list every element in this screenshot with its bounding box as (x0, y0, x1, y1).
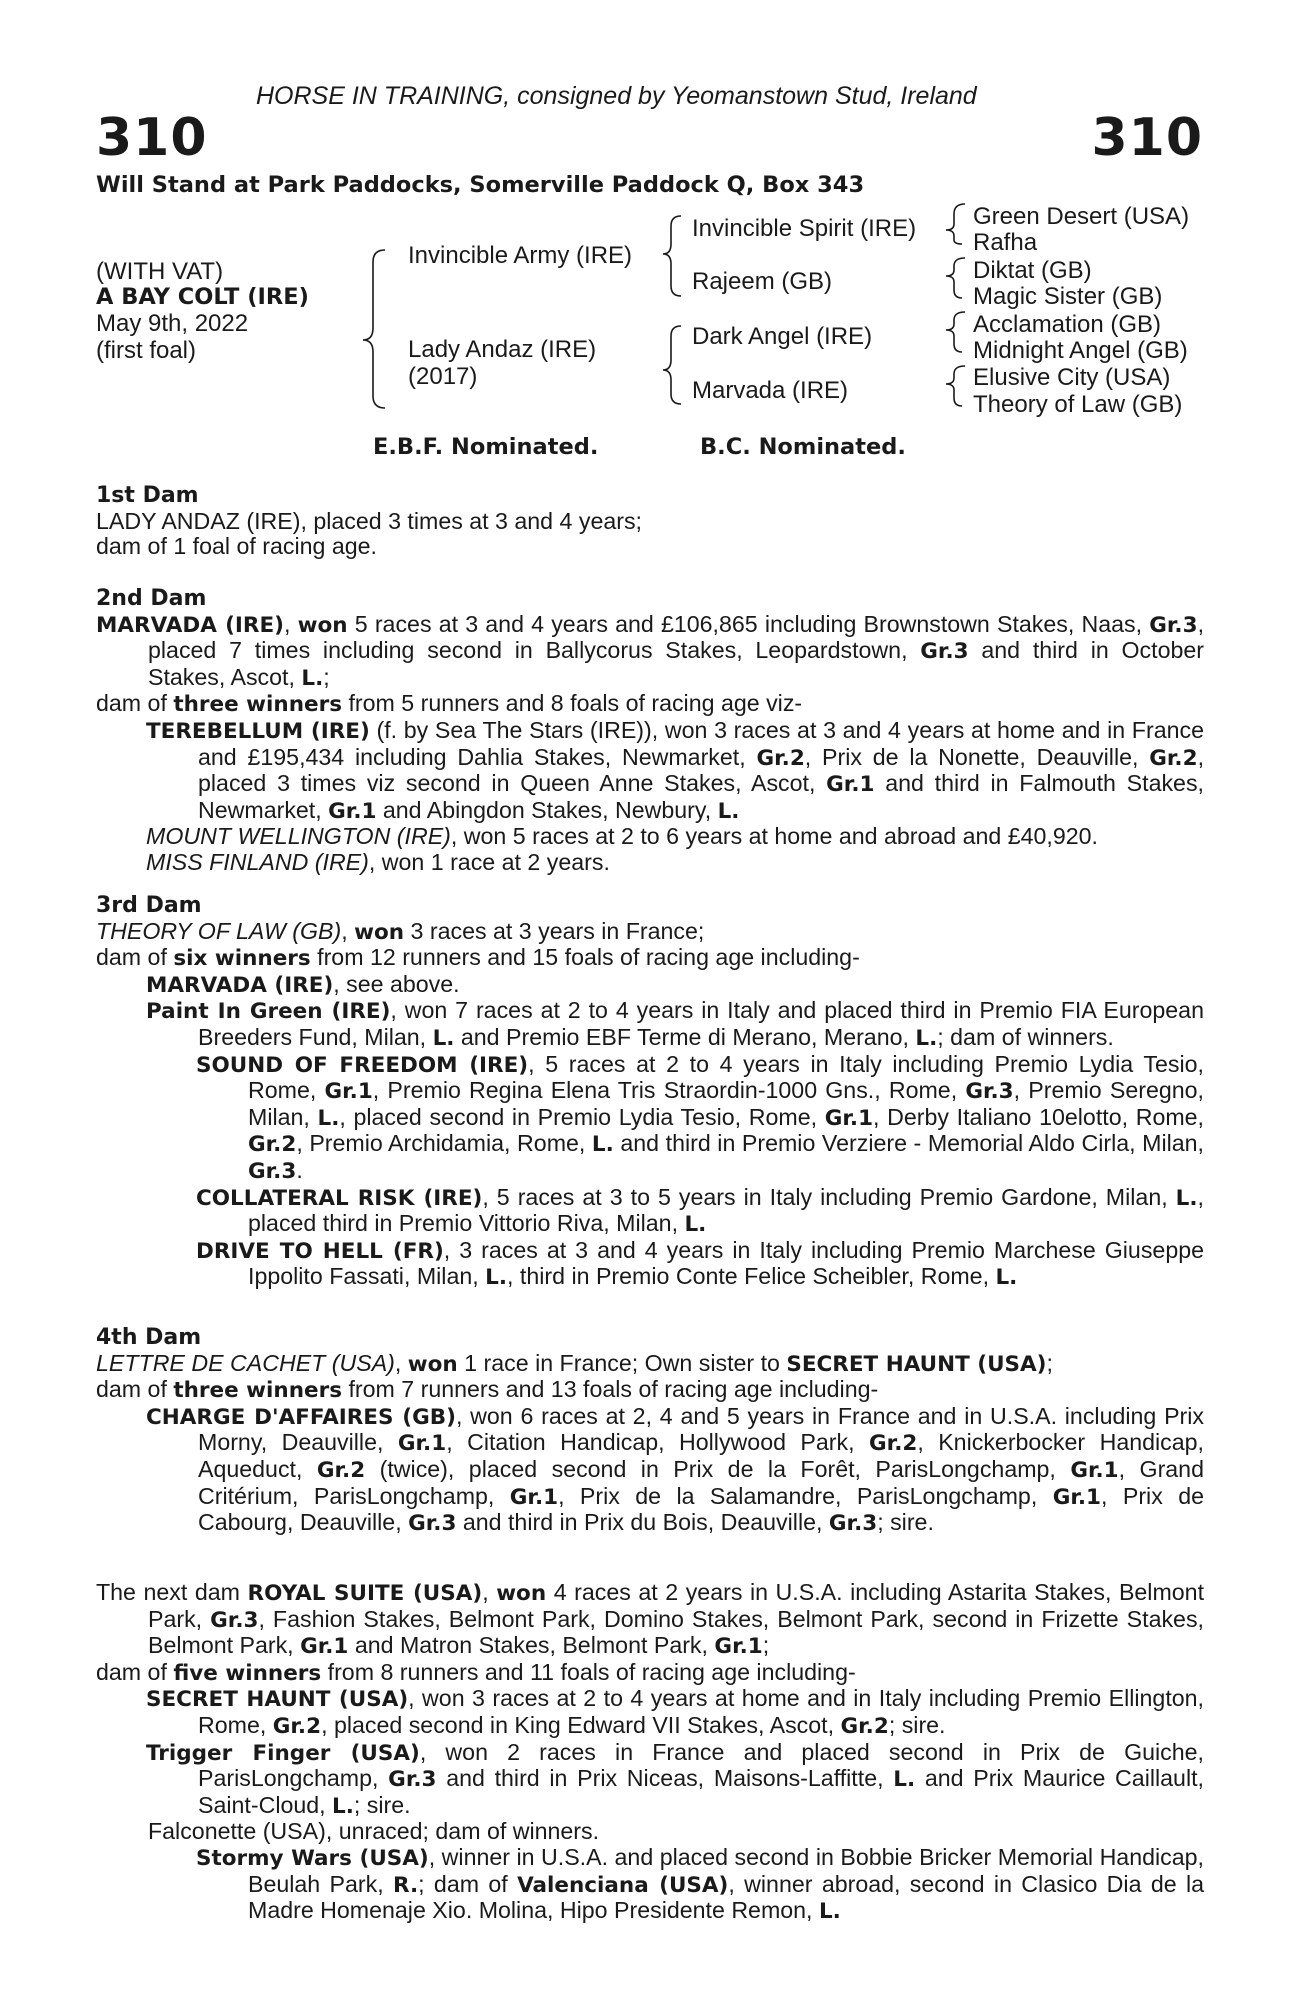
produce-entry: Trigger Finger (USA), won 2 races in France and placed second in Prix de Guiche, ParisLongchamp, Gr.3 and third in Prix Niceas, Maisons-Laffitte, L. and Prix Maurice Caillault, Saint-Cloud, L.; sire. (146, 1738, 1204, 1819)
produce-entry: Paint In Green (IRE), won 7 races at 2 to 4 years in Italy and placed third in Premio FIA European Breeders Fund, Milan, L. and Premio EBF Terme di Merano, Merano, L.; dam of winners. (146, 997, 1204, 1051)
produce-entry: SOUND OF FREEDOM (IRE), 5 races at 2 to 4 years in Italy including Premio Lydia Tesio, Rome, Gr.1, Premio Regina Elena Tris Straordin-1000 Gns., Rome, Gr.3, Premio Seregno, Milan, L., placed second in Premio Lydia Tesio, Rome, Gr.1, Derby Italiano 10elotto, Rome, Gr.2, Premio Archidamia, Rome, L. and third in Premio Verziere - Memorial Aldo Cirla, Milan, Gr.3. (196, 1050, 1205, 1184)
vat-note: (WITH VAT) (96, 258, 224, 285)
dam: Lady Andaz (IRE) (408, 336, 597, 363)
ggp-2: Rafha (973, 229, 1038, 256)
ggp-3: Diktat (GB) (973, 257, 1092, 284)
section-heading: 4th Dam (96, 1325, 202, 1350)
produce-entry: Stormy Wars (USA), winner in U.S.A. and placed second in Bobbie Bricker Memorial Handicap, Beulah Park, R.; dam of Valenciana (USA), winner abroad, second in Clasico Dia de la Madre Homenaje Xio. Molina, Hipo Presidente Remon, L. (196, 1843, 1205, 1925)
dam-sire: Dark Angel (IRE) (692, 323, 873, 350)
dam-dam: Marvada (IRE) (692, 377, 849, 404)
ggp-8: Theory of Law (GB) (973, 391, 1183, 418)
sire: Invincible Army (IRE) (408, 242, 633, 269)
produce-entry: MISS FINLAND (IRE), won 1 race at 2 years. (146, 848, 610, 875)
produce-summary: dam of six winners from 12 runners and 15 foals of racing age including- (96, 944, 860, 972)
produce-entry: SECRET HAUNT (USA), won 3 races at 2 to 4 years at home and in Italy including Premio Ellington, Rome, Gr.2, placed second in King Edward VII Stakes, Ascot, Gr.2; sire. (146, 1685, 1204, 1739)
bc-nomination: B.C. Nominated. (700, 434, 906, 460)
lot-name: A BAY COLT (IRE) (96, 284, 309, 310)
ggp-1: Green Desert (USA) (973, 203, 1190, 230)
next-dam-section (96, 1580, 1204, 1925)
produce-entry: CHARGE D'AFFAIRES (GB), won 6 races at 2, 4 and 5 years in France and in U.S.A. including Prix Morny, Deauville, Gr.1, Citation Handicap, Hollywood Park, Gr.2, Knickerbocker Handicap, Aqueduct, Gr.2 (twice), placed second in Prix de la Forêt, ParisLongchamp, Gr.1, Grand Critérium, ParisLongchamp, Gr.1, Prix de la Salamandre, ParisLongchamp, Gr.1, Prix de Cabourg, Deauville, Gr.3 and third in Prix du Bois, Deauville, Gr.3; sire. (146, 1402, 1204, 1537)
foaling-date: May 9th, 2022 (96, 310, 249, 337)
produce-summary: dam of three winners from 5 runners and 8 foals of racing age viz- (96, 690, 803, 718)
produce-entry: MOUNT WELLINGTON (IRE), won 5 races at 2 to 6 years at home and abroad and £40,920. (146, 823, 1099, 850)
produce-summary: dam of three winners from 7 runners and 13 foals of racing age including- (96, 1376, 879, 1404)
foal-note: (first foal) (96, 337, 197, 364)
ggp-7: Elusive City (USA) (973, 364, 1171, 391)
lot-number-right: 310 (1091, 108, 1203, 168)
produce-summary: dam of five winners from 8 runners and 11 foals of racing age including- (96, 1658, 856, 1686)
dam-year: (2017) (408, 363, 478, 390)
ggp-5: Acclamation (GB) (973, 311, 1162, 338)
sire-dam: Rajeem (GB) (692, 268, 833, 295)
sire-sire: Invincible Spirit (IRE) (692, 215, 917, 242)
ebf-nomination: E.B.F. Nominated. (373, 434, 599, 460)
ggp-4: Magic Sister (GB) (973, 283, 1163, 310)
consignment-line: HORSE IN TRAINING, consigned by Yeomanstown Stud, Ireland (256, 82, 977, 110)
produce-entry: TEREBELLUM (IRE) (f. by Sea The Stars (IRE)), won 3 races at 3 and 4 years at home and in France and £195,434 including Dahlia Stakes, Newmarket, Gr.2, Prix de la Nonette, Deauville, Gr.2, placed 3 times viz second in Queen Anne Stakes, Ascot, Gr.1 and third in Falmouth Stakes, Newmarket, Gr.1 and Abingdon Stakes, Newbury, L. (146, 716, 1205, 824)
section-heading: 2nd Dam (96, 586, 207, 611)
ggp-6: Midnight Angel (GB) (973, 337, 1188, 364)
produce-entry: DRIVE TO HELL (FR), 3 races at 3 and 4 years in Italy including Premio Marchese Giuseppe Ippolito Fassati, Milan, L., third in Premio Conte Felice Scheibler, Rome, L. (196, 1236, 1205, 1291)
dam-entry: THEORY OF LAW (GB), won 3 races at 3 years in France; (96, 917, 705, 945)
first-dam-text: LADY ANDAZ (IRE), placed 3 times at 3 and 4 years; dam of 1 foal of racing age. (96, 507, 643, 560)
lot-number-left: 310 (96, 108, 208, 168)
produce-entry: MARVADA (IRE), see above. (146, 970, 460, 998)
dam-entry: LETTRE DE CACHET (USA), won 1 race in France; Own sister to SECRET HAUNT (USA); (96, 1349, 1053, 1377)
section-heading: 1st Dam (96, 483, 199, 508)
dam-entry: The next dam ROYAL SUITE (USA), won 4 races at 2 years in U.S.A. including Astarita Stakes, Belmont Park, Gr.3, Fashion Stakes, Belmont Park, Domino Stakes, Belmont Park, second in Frizette Stakes, Belmont Park, Gr.1 and Matron Stakes, Belmont Park, Gr.1; (96, 1579, 1205, 1660)
produce-entry: COLLATERAL RISK (IRE), 5 races at 3 to 5 years in Italy including Premio Gardone, Milan, L., placed third in Premio Vittorio Riva, Milan, L. (196, 1183, 1204, 1238)
section-heading: 3rd Dam (96, 893, 202, 918)
produce-entry: Falconette (USA), unraced; dam of winners. (148, 1818, 600, 1845)
second-dam-section (96, 586, 1204, 876)
first-dam-section (96, 483, 1204, 560)
dam-entry: MARVADA (IRE), won 5 races at 3 and 4 years and £106,865 including Brownstown Stakes, Naas, Gr.3, placed 7 times including second in Ballycorus Stakes, Leopardstown, Gr.3 and third in October Stakes, Ascot, L.; (96, 610, 1205, 691)
third-dam-section (96, 893, 1204, 1291)
stand-location: Will Stand at Park Paddocks, Somerville Paddock Q, Box 343 (96, 172, 865, 198)
fourth-dam-section (96, 1325, 1204, 1537)
